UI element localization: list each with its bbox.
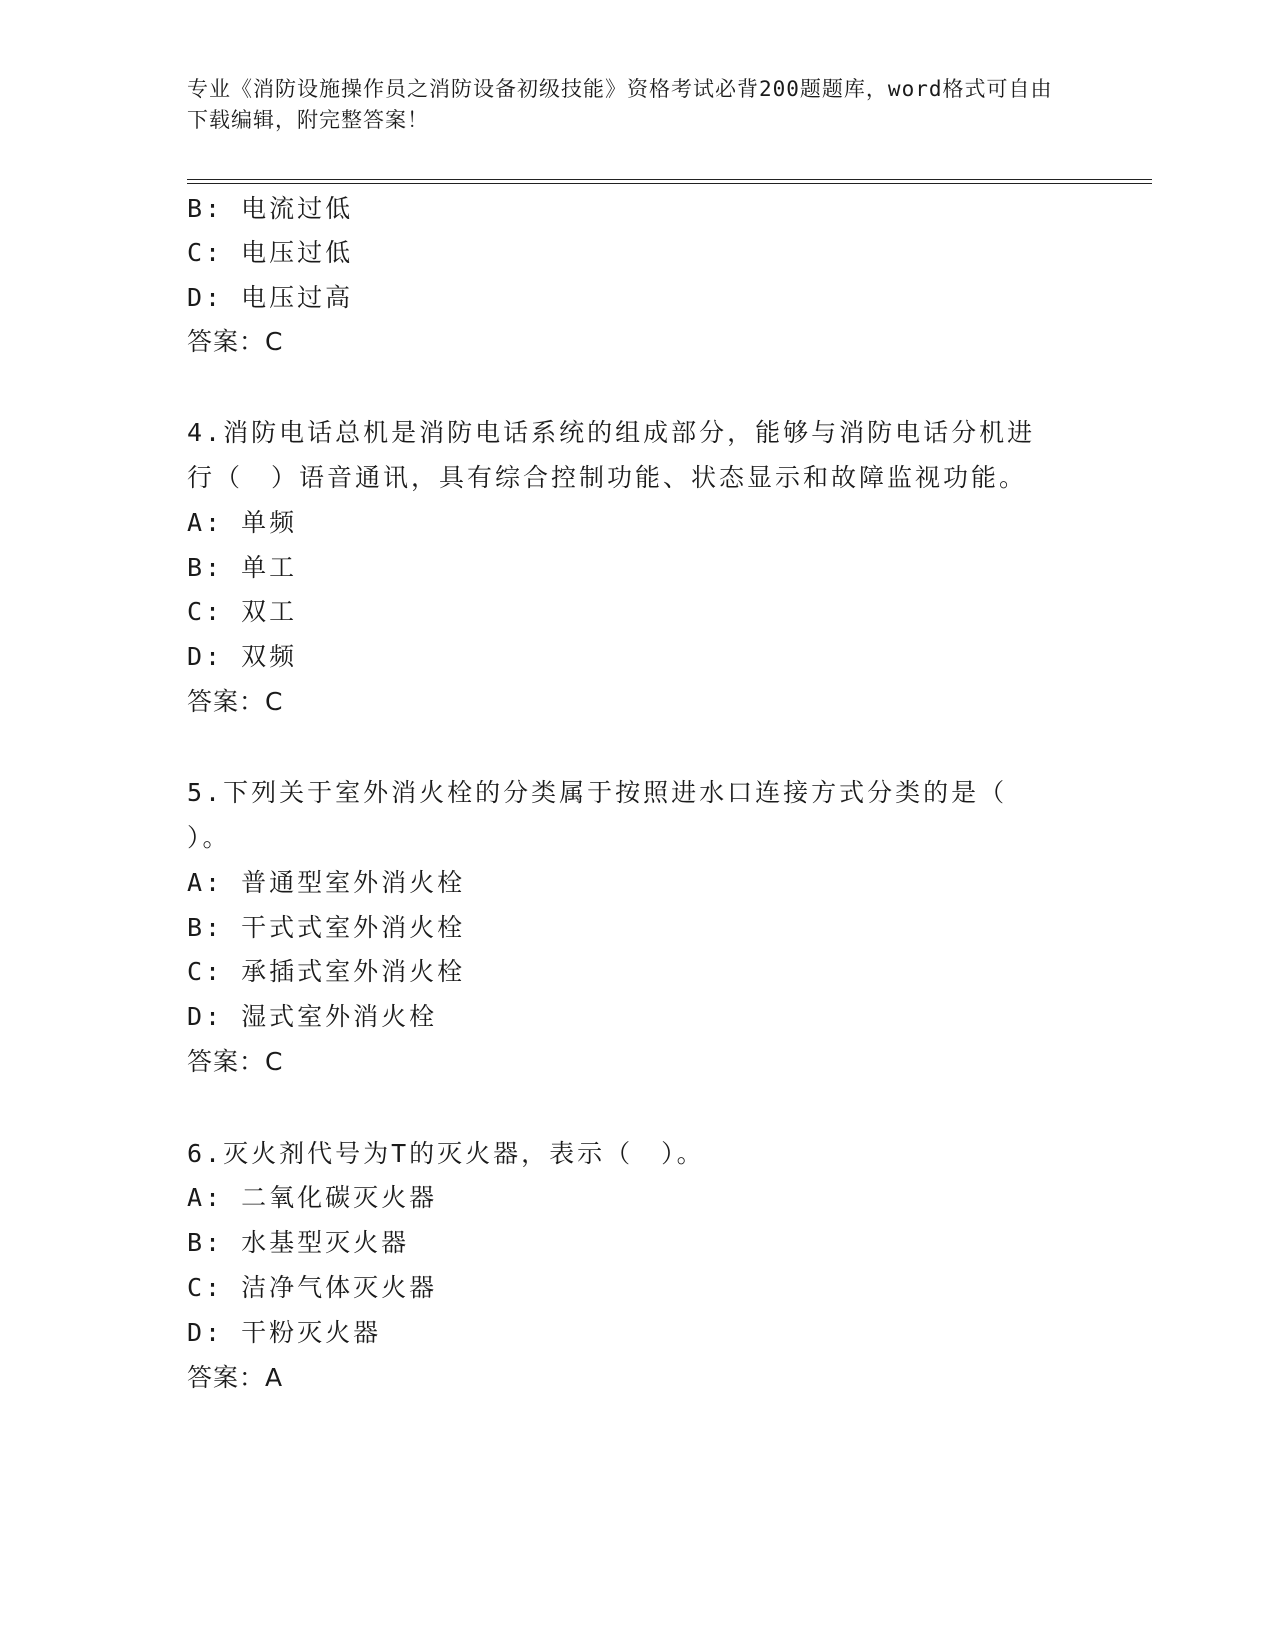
- q5-option-b: B: 干式式室外消火栓: [187, 913, 466, 942]
- q6-option-d: D: 干粉灭火器: [187, 1318, 382, 1347]
- q5-stem-line1: 5.下列关于室外消火栓的分类属于按照进水口连接方式分类的是（: [187, 778, 1008, 807]
- q5-answer: 答案：C: [187, 1047, 284, 1076]
- q4-answer: 答案：C: [187, 687, 284, 716]
- q4-option-c: C: 双工: [187, 597, 298, 626]
- q5-stem-line2: ）。: [187, 823, 231, 852]
- q4-option-b: B: 单工: [187, 553, 298, 582]
- q5-option-d: D: 湿式室外消火栓: [187, 1002, 438, 1031]
- header-divider-top: [187, 179, 1152, 180]
- q3-option-c: C: 电压过低: [187, 238, 354, 267]
- q3-option-b: B: 电流过低: [187, 194, 354, 223]
- q4-stem-line2: 行（ ）语音通讯，具有综合控制功能、状态显示和故障监视功能。: [187, 463, 1028, 492]
- q4-option-d: D: 双频: [187, 642, 298, 671]
- q3-option-d: D: 电压过高: [187, 283, 354, 312]
- q6-option-c: C: 洁净气体灭火器: [187, 1273, 438, 1302]
- document-header: 专业《消防设施操作员之消防设备初级技能》资格考试必背200题题库，word格式可自由下载编辑，附完整答案！: [187, 77, 1053, 132]
- q5-option-a: A: 普通型室外消火栓: [187, 868, 466, 897]
- q6-answer: 答案：A: [187, 1363, 284, 1392]
- header-divider-bottom: [187, 183, 1152, 184]
- q4-option-a: A: 单频: [187, 508, 298, 537]
- q6-option-b: B: 水基型灭火器: [187, 1228, 410, 1257]
- q4-stem-line1: 4.消防电话总机是消防电话系统的组成部分，能够与消防电话分机进: [187, 418, 1036, 447]
- q5-option-c: C: 承插式室外消火栓: [187, 957, 466, 986]
- q3-answer: 答案：C: [187, 327, 284, 356]
- q6-stem-line1: 6.灭火剂代号为T的灭火器，表示（ ）。: [187, 1139, 705, 1168]
- q6-option-a: A: 二氧化碳灭火器: [187, 1183, 438, 1212]
